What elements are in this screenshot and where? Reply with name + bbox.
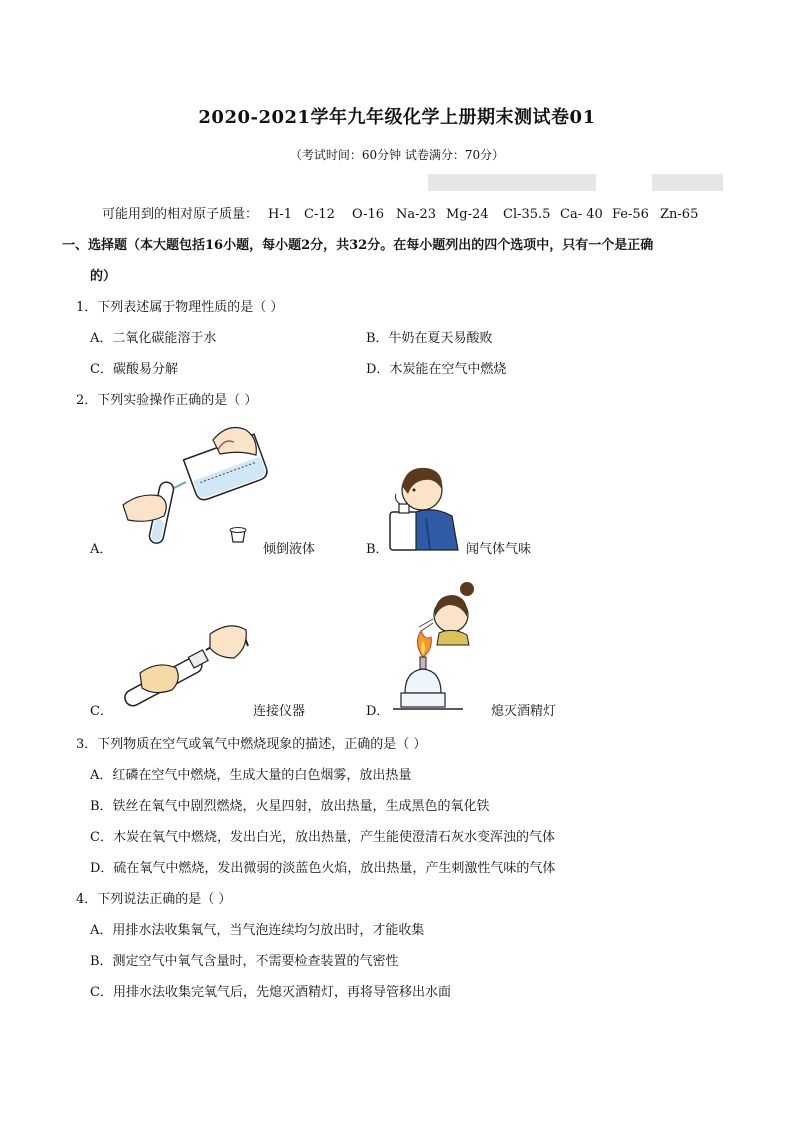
option-a-letter: A． (90, 542, 113, 557)
option-b: B．测定空气中氧气含量时，不需要检查装置的气密性 (90, 954, 399, 969)
pouring-liquid-illustration (118, 420, 278, 555)
option-a: A．红磷在空气中燃烧，生成大量的白色烟雾，放出热量 (90, 768, 412, 783)
option-b: B．牛奶在夏天易酸败 (366, 331, 493, 346)
atomic-mass-item: Na-23 (396, 207, 437, 222)
question-stem: 4．下列说法正确的是（ ） (76, 892, 232, 907)
atomic-mass-item: Zn-65 (660, 207, 699, 222)
option-a: A．用排水法收集氧气，当气泡连续均匀放出时，才能收集 (90, 923, 425, 938)
option-d-caption: 熄灭酒精灯 (491, 704, 557, 719)
page-title: 2020-2021学年九年级化学上册期末测试卷01 (198, 107, 596, 128)
atomic-mass-item: Cl-35.5 (503, 207, 551, 222)
option-b: B．铁丝在氧气中剧烈燃烧，火星四射，放出热量，生成黑色的氧化铁 (90, 799, 490, 814)
option-c: C．碳酸易分解 (90, 362, 178, 377)
atomic-mass-item: C-12 (304, 207, 335, 222)
option-b-letter: B． (366, 542, 389, 557)
exam-info: （考试时间：60分钟 试卷满分：70分） (289, 148, 505, 162)
section-heading: 一、选择题（本大题包括16小题，每小题2分，共32分。在每小题列出的四个选项中，只有一个是正确 (62, 238, 654, 253)
option-c-letter: C． (90, 704, 113, 719)
option-a-caption: 倾倒液体 (263, 542, 316, 557)
atomic-mass-label: 可能用到的相对原子质量： (102, 207, 259, 222)
option-d: D．木炭能在空气中燃烧 (366, 362, 507, 377)
atomic-mass-item: Fe-56 (612, 207, 649, 222)
alcohol-lamp-illustration (393, 575, 483, 717)
option-b-caption: 闻气体气味 (466, 542, 532, 557)
question-stem: 3．下列物质在空气或氧气中燃烧现象的描述，正确的是（ ） (76, 737, 427, 752)
question-stem: 1．下列表述属于物理性质的是（ ） (76, 300, 284, 315)
option-d: D．硫在氧气中燃烧，发出微弱的淡蓝色火焰，放出热量，产生刺激性气味的气体 (90, 861, 556, 876)
smelling-gas-illustration (386, 460, 476, 552)
option-a: A．二氧化碳能溶于水 (90, 331, 217, 346)
redaction-bar (428, 174, 596, 191)
option-c: C．木炭在氧气中燃烧，发出白光，放出热量，产生能使澄清石灰水变浑浊的气体 (90, 830, 555, 845)
atomic-mass-item: Mg-24 (446, 207, 489, 222)
atomic-mass-item: O-16 (352, 207, 385, 222)
option-c-caption: 连接仪器 (253, 704, 306, 719)
question-stem: 2．下列实验操作正确的是（ ） (76, 393, 258, 408)
section-heading-cont: 的） (90, 269, 117, 284)
atomic-mass-item: H-1 (268, 207, 293, 222)
option-c: C．用排水法收集完氧气后，先熄灭酒精灯，再将导管移出水面 (90, 985, 451, 1000)
redaction-bar (652, 174, 723, 191)
connecting-apparatus-illustration (110, 618, 255, 718)
option-d-letter: D． (366, 704, 390, 719)
atomic-mass-item: Ca- 40 (560, 207, 603, 222)
